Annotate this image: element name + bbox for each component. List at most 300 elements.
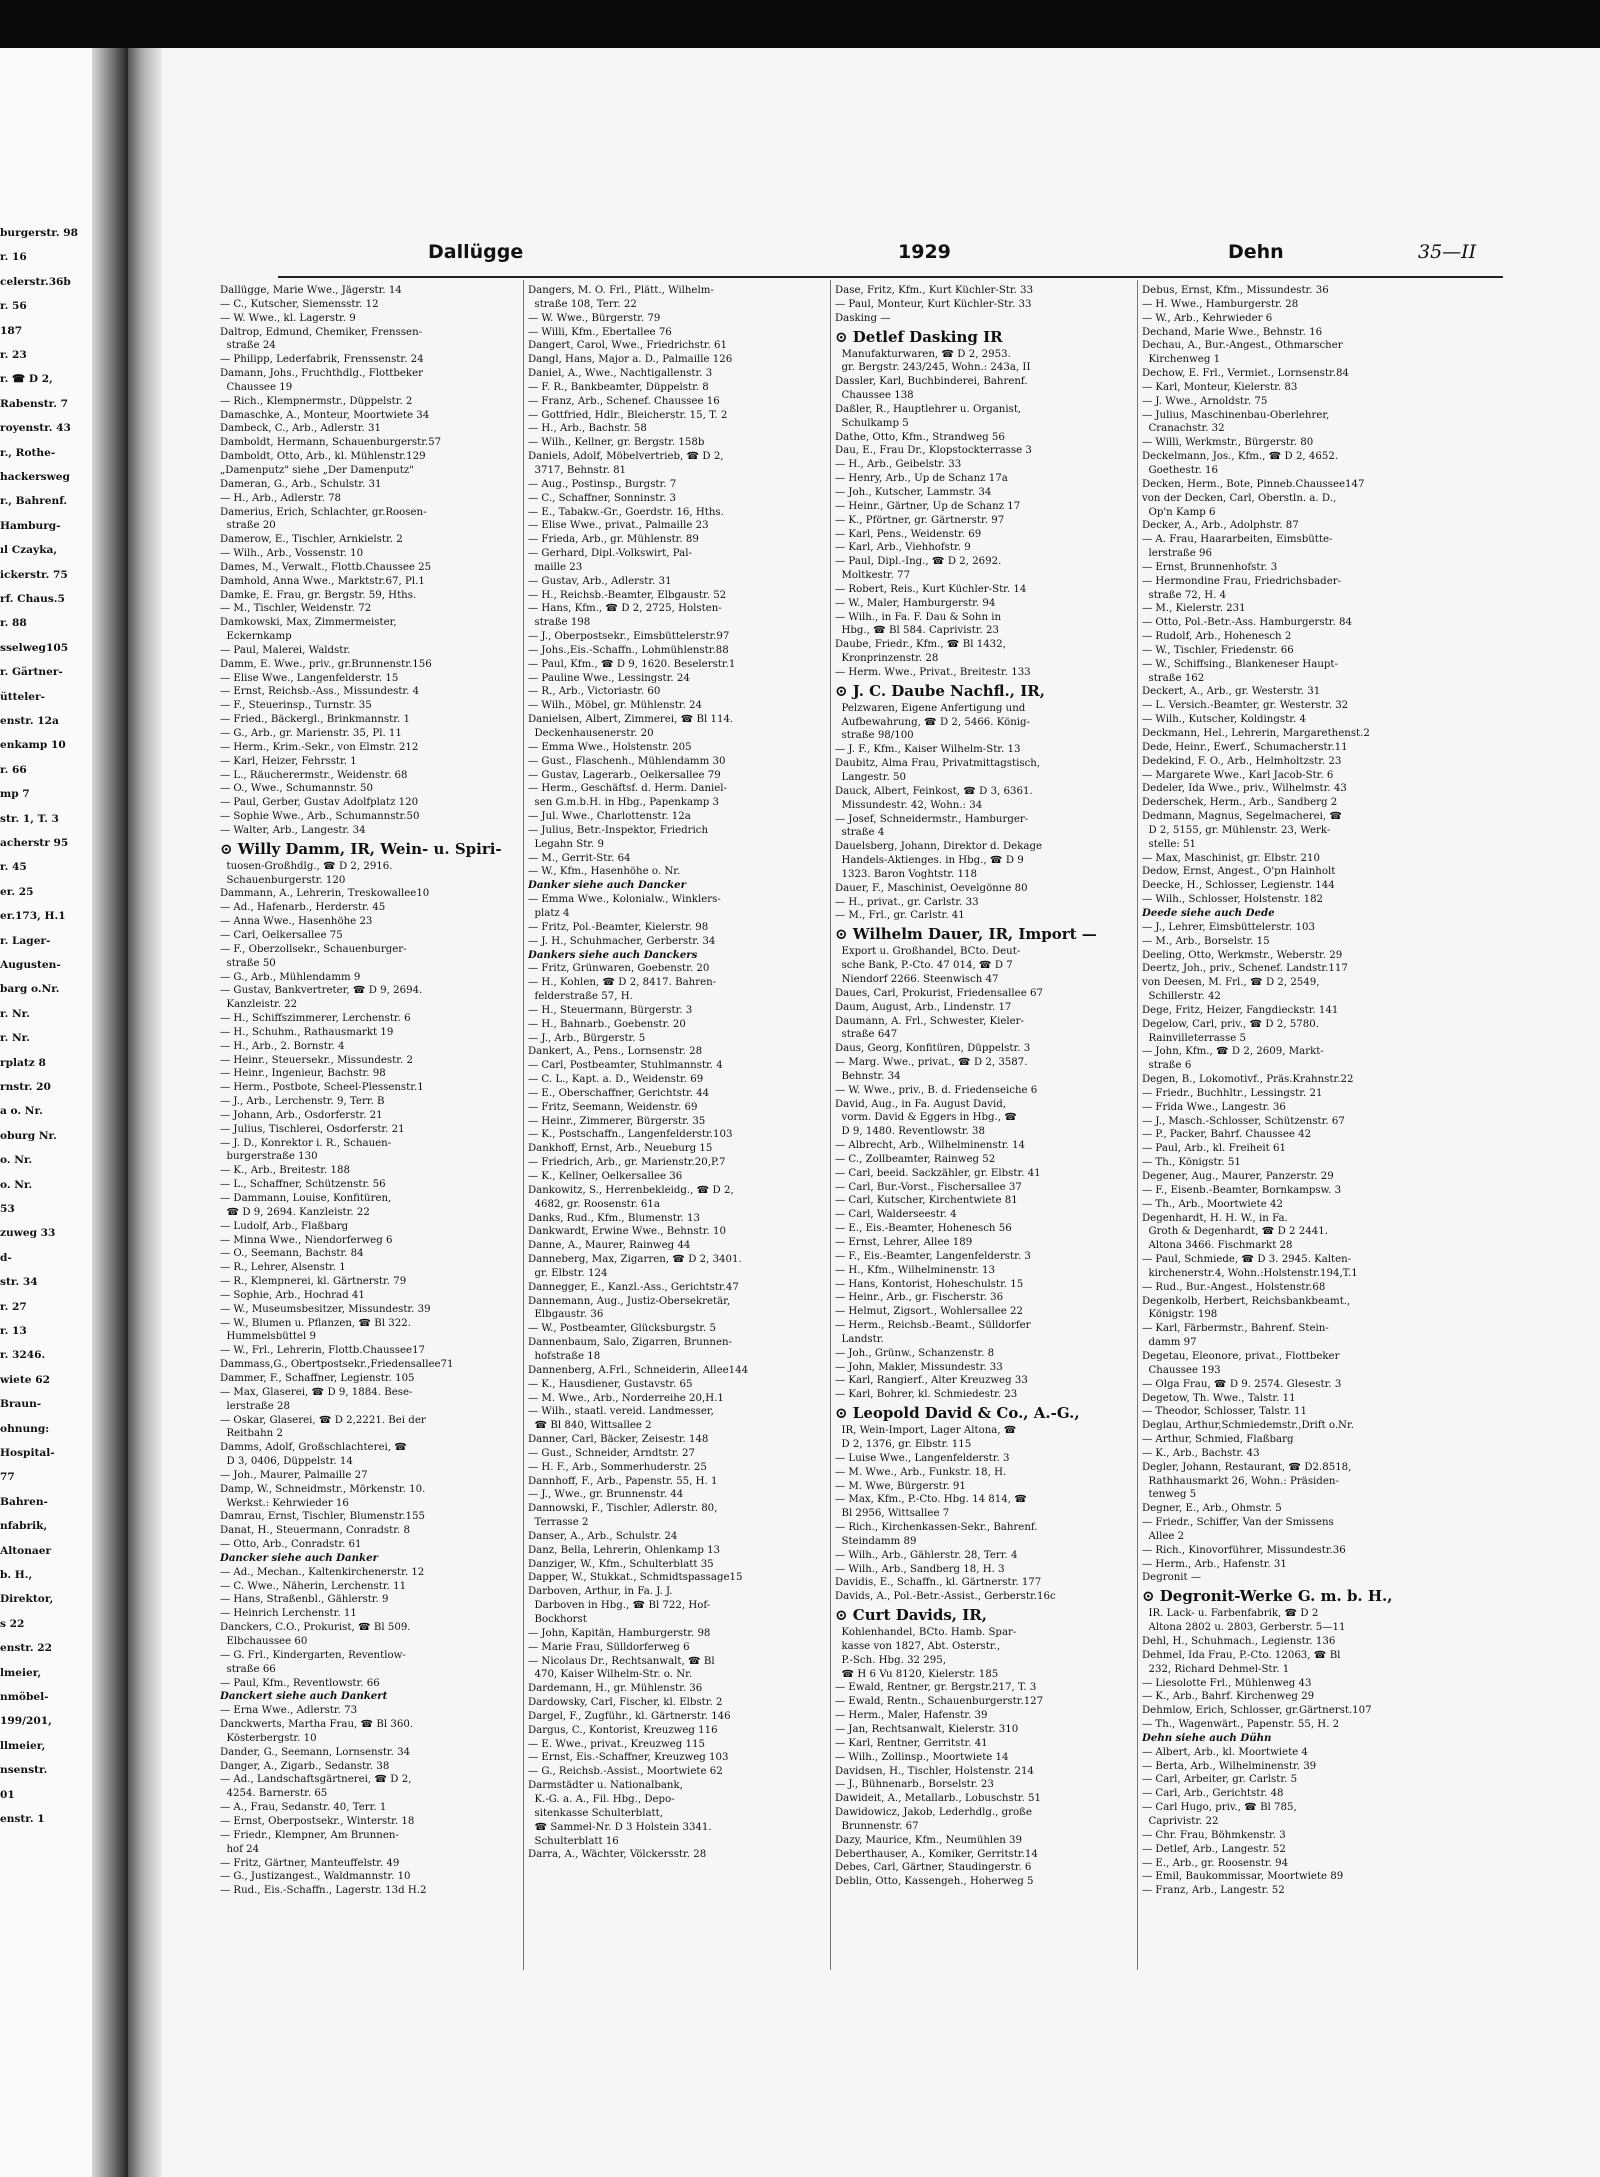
entry-sub: — Paul, Kfm., ☎ D 9, 1620. Beselerstr.1	[528, 658, 736, 670]
directory-entry: Dallügge, Marie Wwe., Jägerstr. 14	[220, 285, 402, 296]
facing-page-fragment: r. Gärtner-	[0, 666, 63, 679]
entry-sub: — Fritz, Gärtner, Manteuffelstr. 49	[220, 1857, 400, 1869]
entry-sub: — W., Arb., Kehrwieder 6	[1142, 312, 1273, 324]
entry-sub: — Pauline Wwe., Lessingstr. 24	[528, 672, 690, 684]
entry-continuation: Chaussee 138	[835, 390, 914, 402]
facing-page-fragment: er.173, H.1	[0, 910, 66, 923]
entry-sub: — Wilh., Möbel, gr. Mühlenstr. 24	[528, 700, 703, 712]
entry-sub: — K., Arb., Bachstr. 43	[1142, 1447, 1260, 1459]
facing-page-fragment: o. Nr.	[0, 1178, 33, 1191]
directory-entry: Degen, B., Lokomotivf., Präs.Krahnstr.22	[1142, 1074, 1354, 1086]
directory-entry: Daltrop, Edmund, Chemiker, Frenssen-	[220, 326, 423, 338]
entry-continuation: Allee 2	[1142, 1530, 1185, 1542]
entry-continuation: 4254. Barnerstr. 65	[220, 1788, 328, 1800]
directory-entry: Deeling, Otto, Werkmstr., Weberstr. 29	[1142, 949, 1343, 961]
entry-continuation: tuosen-Großhdlg., ☎ D 2, 2916.	[220, 860, 393, 872]
directory-entry: Dehmlow, Erich, Schlosser, gr.Gärtnerst.107	[1142, 1705, 1372, 1717]
entry-sub: — Sophie Wwe., Arb., Schumannstr.50	[220, 811, 420, 823]
entry-continuation: 4682, gr. Roosenstr. 61a	[528, 1198, 660, 1210]
directory-entry: Dannemann, Aug., Justiz-Obersekretär,	[528, 1295, 731, 1307]
entry-sub: — H., Bahnarb., Goebenstr. 20	[528, 1018, 686, 1030]
facing-page-fragment: a o. Nr.	[0, 1105, 43, 1118]
entry-sub: — Joh., Kutscher, Lammstr. 34	[835, 486, 992, 498]
entry-sub: — Herm. Wwe., Privat., Breitestr. 133	[835, 666, 1031, 678]
directory-entry: Degenhardt, H. H. W., in Fa.	[1142, 1212, 1288, 1224]
facing-page-fragment: royenstr. 43	[0, 422, 71, 435]
directory-entry: Dames, M., Verwalt., Flottb.Chaussee 25	[220, 561, 432, 573]
entry-continuation: Chaussee 19	[220, 381, 293, 393]
entry-sub: — Heinr., Ingenieur, Bachstr. 98	[220, 1068, 386, 1080]
entry-continuation: damm 97	[1142, 1337, 1197, 1349]
entry-continuation: ☎ Bl 840, Wittsallee 2	[528, 1420, 652, 1432]
facing-page-fragment: hackersweg	[0, 471, 70, 483]
entry-continuation: straße 108, Terr. 22	[528, 298, 637, 310]
entry-sub: — K., Arb., Breitestr. 188	[220, 1165, 350, 1177]
entry-sub: — Marie Frau, Sülldorferweg 6	[528, 1641, 690, 1653]
facing-page-fragment: sselweg105	[0, 641, 69, 654]
entry-sub: — Paul, Gerber, Gustav Adolfplatz 120	[220, 797, 419, 809]
entry-sub: — Ernst, Lehrer, Allee 189	[835, 1237, 973, 1248]
entry-sub: — J., Masch.-Schlosser, Schützenstr. 67	[1142, 1115, 1345, 1127]
facing-page-fragment: burgerstr. 98	[0, 227, 79, 239]
directory-entry: Damm, E. Wwe., priv., gr.Brunnenstr.156	[220, 658, 432, 670]
entry-sub: — H., Kohlen, ☎ D 2, 8417. Bahren-	[528, 977, 717, 989]
entry-sub: — Max, Kfm., P.-Cto. Hbg. 14 814, ☎	[835, 1494, 1027, 1506]
entry-sub: — M. Wwe, Bürgerstr. 91	[835, 1480, 966, 1492]
entry-sub: — Carl, Arb., Gerichtstr. 48	[1142, 1788, 1284, 1800]
directory-entry: Dedmann, Magnus, Segelmacherei, ☎	[1142, 811, 1343, 823]
directory-entry: Damrau, Ernst, Tischler, Blumenstr.155	[220, 1511, 425, 1523]
entry-sub: — Rud., Eis.-Schaffn., Lagerstr. 13d H.2	[220, 1885, 427, 1897]
directory-entry: Daßler, R., Hauptlehrer u. Organist,	[835, 403, 1022, 415]
entry-sub: — G. Frl., Kindergarten, Reventlow-	[220, 1649, 406, 1661]
directory-entry: Dau, E., Frau Dr., Klopstockterrasse 3	[835, 445, 1032, 457]
entry-sub: — K., Arb., Bahrf. Kirchenweg 29	[1142, 1691, 1315, 1703]
featured-entry: ⊙ Detlef Dasking IR	[835, 327, 1003, 346]
entry-sub: — Gustav, Arb., Adlerstr. 31	[528, 575, 672, 587]
facing-page-fragment: enstr. 1	[0, 1813, 45, 1825]
entry-sub: — Rich., Klempnermstr., Düppelstr. 2	[220, 395, 413, 407]
directory-entry: Debes, Carl, Gärtner, Staudingerstr. 6	[835, 1862, 1032, 1874]
facing-page-fragment: nmöbel-	[0, 1691, 49, 1703]
entry-sub: — Karl, Rangierf., Alter Kreuzweg 33	[835, 1375, 1028, 1387]
directory-entry: Dehmel, Ida Frau, P.-Cto. 12063, ☎ Bl	[1142, 1649, 1341, 1661]
entry-sub: — Carl, Postbeamter, Stuhlmannstr. 4	[528, 1060, 723, 1072]
entry-sub: — O., Wwe., Schumannstr. 50	[220, 783, 374, 795]
directory-entry: Dawidowicz, Jakob, Lederhdlg., große	[835, 1807, 1033, 1819]
entry-continuation: Missundestr. 42, Wohn.: 34	[835, 799, 983, 811]
facing-page-fragment: r. 88	[0, 617, 27, 630]
entry-sub: — W. Wwe., Bürgerstr. 79	[528, 312, 661, 324]
entry-continuation: sitenkasse Schulterblatt,	[528, 1807, 663, 1819]
entry-sub: — Chr. Frau, Böhmkenstr. 3	[1142, 1829, 1286, 1841]
entry-sub: — R., Klempnerei, kl. Gärtnerstr. 79	[220, 1276, 407, 1288]
entry-sub: — K., Kellner, Oelkersallee 36	[528, 1171, 683, 1182]
entry-sub: — Wilh., in Fa. F. Dau & Sohn in	[835, 611, 1002, 623]
entry-continuation: Goethestr. 16	[1142, 464, 1218, 476]
directory-entry: Davidis, E., Schaffn., kl. Gärtnerstr. 177	[835, 1577, 1042, 1589]
entry-continuation: Altona 3466. Fischmarkt 28	[1142, 1240, 1293, 1252]
column-divider	[1137, 280, 1138, 1970]
entry-continuation: Export u. Großhandel, BCto. Deut-	[835, 946, 1021, 958]
entry-continuation: straße 162	[1142, 672, 1205, 684]
directory-entry: Dazy, Maurice, Kfm., Neumühlen 39	[835, 1834, 1022, 1846]
entry-continuation: straße 98/100	[835, 730, 914, 742]
entry-continuation: Bl 2956, Wittsallee 7	[835, 1508, 950, 1520]
entry-sub: — A., Frau, Sedanstr. 40, Terr. 1	[220, 1802, 387, 1814]
entry-sub: — C., Schaffner, Sonninstr. 3	[528, 492, 677, 504]
directory-entry: Danneberg, Max, Zigarren, ☎ D 2, 3401.	[528, 1254, 742, 1266]
entry-sub: — Heinr., Gärtner, Up de Schanz 17	[835, 500, 1021, 512]
directory-entry: Damann, Johs., Fruchthdlg., Flottbeker	[220, 368, 424, 380]
entry-sub: — Karl, Rentner, Gerritstr. 41	[835, 1737, 988, 1749]
directory-entry: Damkowski, Max, Zimmermeister,	[220, 617, 397, 629]
entry-sub: — A. Frau, Haararbeiten, Eimsbütte-	[1142, 534, 1333, 546]
entry-sub: — Theodor, Schlosser, Talstr. 11	[1142, 1406, 1308, 1418]
directory-entry: Dauelsberg, Johann, Direktor d. Dekage	[835, 841, 1043, 853]
featured-entry: ⊙ J. C. Daube Nachfl., IR,	[835, 681, 1045, 700]
entry-sub: — Emma Wwe., Holstenstr. 205	[528, 741, 692, 753]
entry-sub: — W., Postbeamter, Glücksburgstr. 5	[528, 1323, 716, 1335]
directory-entry: Damp, W., Schneidmstr., Mörkenstr. 10.	[220, 1483, 426, 1495]
entry-continuation: Hbg., ☎ Bl 584. Caprivistr. 23	[835, 625, 999, 637]
facing-page-fragment: r. 66	[0, 763, 27, 776]
directory-entry: Dederschek, Herm., Arb., Sandberg 2	[1142, 797, 1338, 809]
entry-sub: — Julius, Maschinenbau-Oberlehrer,	[1142, 409, 1330, 421]
entry-sub: — Rudolf, Arb., Hohenesch 2	[1142, 631, 1292, 643]
entry-sub: — Arthur, Schmied, Flaßbarg	[1142, 1434, 1294, 1446]
facing-page-fragment: 187	[0, 324, 23, 337]
entry-sub: — Wilh., Arb., Vossenstr. 10	[220, 548, 364, 560]
entry-sub: — Fried., Bäckergl., Brinkmannstr. 1	[220, 714, 410, 726]
entry-sub: — Hans, Kfm., ☎ D 2, 2725, Holsten-	[528, 603, 722, 615]
entry-sub: — Th., Königstr. 51	[1142, 1157, 1241, 1169]
entry-sub: — Robert, Reis., Kurt Küchler-Str. 14	[835, 583, 1027, 595]
entry-continuation: Pelzwaren, Eigene Anfertigung und	[835, 702, 1026, 714]
column-1	[220, 284, 520, 1898]
entry-continuation: Behnstr. 34	[835, 1070, 901, 1082]
entry-sub: — Friedr., Buchhltr., Lessingstr. 21	[1142, 1087, 1323, 1099]
entry-sub: — Herm., Krim.-Sekr., von Elmstr. 212	[220, 741, 419, 753]
directory-entry: Degelow, Carl, priv., ☎ D 2, 5780.	[1142, 1018, 1319, 1030]
directory-entry: Davidsen, H., Tischler, Holstenstr. 214	[835, 1765, 1034, 1777]
featured-entry: ⊙ Wilhelm Dauer, IR, Import —	[835, 925, 1097, 944]
featured-entry: ⊙ Leopold David & Co., A.-G.,	[835, 1404, 1080, 1423]
directory-entry: Damboldt, Otto, Arb., kl. Mühlenstr.129	[220, 451, 426, 463]
entry-sub: — Wilh., Zollinsp., Moortwiete 14	[835, 1751, 1009, 1763]
facing-page-fragment: r. 3246.	[0, 1349, 46, 1362]
column-4	[1142, 284, 1442, 1898]
directory-entry: Danks, Rud., Kfm., Blumenstr. 13	[528, 1212, 700, 1224]
directory-entry: Damke, E. Frau, gr. Bergstr. 59, Hths.	[220, 589, 417, 601]
entry-continuation: Königstr. 198	[1142, 1309, 1218, 1321]
entry-sub: — Luise Wwe., Langenfelderstr. 3	[835, 1452, 1010, 1464]
directory-entry: Deede siehe auch Dede	[1142, 906, 1275, 919]
entry-sub: — Franz, Arb., Schenef. Chaussee 16	[528, 395, 720, 407]
entry-sub: — M., Arb., Borselstr. 15	[1142, 935, 1270, 947]
entry-sub: — Wilh., Arb., Sandberg 18, H. 3	[835, 1563, 1005, 1575]
entry-sub: — Jan, Rechtsanwalt, Kielerstr. 310	[835, 1724, 1019, 1735]
directory-entry: Dardemann, H., gr. Mühlenstr. 36	[528, 1683, 703, 1695]
entry-continuation: lerstraße 96	[1142, 548, 1212, 560]
facing-page-fragment: 199/201,	[0, 1715, 52, 1728]
entry-continuation: straße 647	[835, 1029, 898, 1041]
entry-sub: — W., Blumen u. Pflanzen, ☎ Bl 322.	[220, 1317, 411, 1329]
entry-sub: — Carl, Arbeiter, gr. Carlstr. 5	[1142, 1774, 1298, 1786]
directory-entry: Damboldt, Hermann, Schauenburgerstr.57	[220, 437, 442, 449]
entry-continuation: Niendorf 2266. Steenwisch 47	[835, 973, 999, 985]
directory-entry: Danat, H., Steuermann, Conradstr. 8	[220, 1525, 410, 1537]
page-fold-shadow	[92, 48, 128, 2177]
facing-page-fragment: r. Nr.	[0, 1032, 30, 1045]
entry-sub: — Hans, Kontorist, Hoheschulstr. 15	[835, 1278, 1024, 1290]
entry-sub: — Otto, Arb., Conradstr. 61	[220, 1539, 362, 1551]
entry-sub: — Franz, Arb., Langestr. 52	[1142, 1885, 1285, 1897]
directory-entry: Dannhoff, F., Arb., Papenstr. 55, H. 1	[528, 1475, 718, 1487]
directory-entry: Dammer, F., Schaffner, Legienstr. 105	[220, 1372, 415, 1384]
directory-entry: Danger, A., Zigarb., Sedanstr. 38	[220, 1760, 390, 1772]
entry-sub: — Herm., Geschäftsf. d. Herm. Daniel-	[528, 783, 728, 795]
directory-entry: Debus, Ernst, Kfm., Missundestr. 36	[1142, 285, 1329, 296]
directory-entry: Darboven, Arthur, in Fa. J. J.	[528, 1586, 673, 1598]
directory-entry: Daues, Carl, Prokurist, Friedensallee 67	[835, 987, 1043, 999]
entry-sub: — M., Tischler, Weidenstr. 72	[220, 603, 372, 615]
facing-page-fragment: enstr. 22	[0, 1642, 53, 1655]
entry-sub: — F., Eis.-Beamter, Langenfelderstr. 3	[835, 1250, 1031, 1262]
directory-entry: Danckers, C.O., Prokurist, ☎ Bl 509.	[220, 1622, 411, 1634]
entry-sub: — Paul, Monteur, Kurt Küchler-Str. 33	[835, 298, 1032, 310]
entry-sub: — J., Wwe., gr. Brunnenstr. 44	[528, 1489, 684, 1501]
entry-sub: — Anna Wwe., Hasenhöhe 23	[220, 916, 373, 928]
header-page-number: 35—II	[1418, 241, 1477, 263]
entry-sub: — W. Wwe., priv., B. d. Friedenseiche 6	[835, 1084, 1038, 1096]
facing-page-fragment: nfabrik,	[0, 1520, 48, 1533]
entry-sub: — Wilh., Arb., Gählerstr. 28, Terr. 4	[835, 1549, 1018, 1561]
entry-sub: — H., Arb., Bachstr. 58	[528, 423, 647, 435]
entry-sub: — Philipp, Lederfabrik, Frenssenstr. 24	[220, 354, 424, 366]
directory-entry: Deertz, Joh., priv., Schenef. Landstr.117	[1142, 963, 1348, 975]
entry-continuation: straße 6	[1142, 1060, 1192, 1072]
directory-entry: Damaschke, A., Monteur, Moortwiete 34	[220, 409, 430, 421]
entry-continuation: platz 4	[528, 907, 570, 919]
facing-page-fragment: ütteler-	[0, 690, 45, 703]
entry-sub: — Olga Frau, ☎ D 9. 2574. Glesestr. 3	[1142, 1378, 1342, 1390]
entry-sub: — John, Makler, Missundestr. 33	[835, 1361, 1003, 1373]
facing-page-fragment: rplatz 8	[0, 1056, 46, 1069]
directory-entry: Dankert, A., Pens., Lornsenstr. 28	[528, 1046, 703, 1058]
directory-entry: Danielsen, Albert, Zimmerei, ☎ Bl 114.	[528, 714, 734, 726]
column-3	[835, 284, 1135, 1889]
entry-sub: — C. L., Kapt. a. D., Weidenstr. 69	[528, 1074, 704, 1086]
facing-page-fragment: mp 7	[0, 788, 30, 801]
entry-sub: — Walter, Arb., Langestr. 34	[220, 824, 366, 836]
entry-sub: — Ewald, Rentn., Schauenburgerstr.127	[835, 1696, 1044, 1708]
featured-entry: ⊙ Curt Davids, IR,	[835, 1606, 987, 1625]
directory-entry: Degronit —	[1142, 1572, 1202, 1584]
entry-sub: — Elise Wwe., Langenfelderstr. 15	[220, 672, 399, 684]
entry-continuation: straße 50	[220, 957, 276, 969]
entry-continuation: Langestr. 50	[835, 772, 906, 783]
entry-sub: — Helmut, Zigsort., Wohlersallee 22	[835, 1306, 1023, 1318]
entry-continuation: D 2, 5155, gr. Mühlenstr. 23, Werk-	[1142, 824, 1331, 836]
entry-sub: — Erna Wwe., Adlerstr. 73	[220, 1705, 358, 1717]
facing-page-fragment: llmeier,	[0, 1739, 46, 1752]
entry-sub: — Fritz, Pol.-Beamter, Kielerstr. 98	[528, 921, 709, 933]
entry-sub: — Paul, Dipl.-Ing., ☎ D 2, 2692.	[835, 556, 1002, 568]
directory-entry: Dankowitz, S., Herrenbekleidg., ☎ D 2,	[528, 1184, 734, 1196]
entry-continuation: Handels-Aktienges. in Hbg., ☎ D 9	[835, 855, 1024, 867]
directory-entry: Dauck, Albert, Feinkost, ☎ D 3, 6361.	[835, 785, 1033, 797]
entry-sub: — W., Tischler, Friedenstr. 66	[1142, 644, 1294, 656]
facing-page-fragment: 77	[0, 1471, 15, 1484]
entry-sub: — Albrecht, Arb., Wilhelminenstr. 14	[835, 1140, 1025, 1152]
entry-continuation: Elbgaustr. 36	[528, 1309, 604, 1321]
directory-entry: Dege, Fritz, Heizer, Fangdieckstr. 141	[1142, 1004, 1339, 1016]
facing-page-fragment: celerstr.36b	[0, 275, 71, 288]
entry-sub: — Max, Glaserei, ☎ D 9, 1884. Bese-	[220, 1386, 413, 1398]
directory-entry: Dankers siehe auch Danckers	[528, 948, 698, 961]
entry-sub: — Gerhard, Dipl.-Volkswirt, Pal-	[528, 548, 692, 560]
facing-page-fragment: Rabenstr. 7	[0, 397, 68, 410]
entry-continuation: straße 4	[835, 827, 885, 839]
entry-continuation: Kohlenhandel, BCto. Hamb. Spar-	[835, 1627, 1017, 1639]
entry-sub: — Ludolf, Arb., Flaßbarg	[220, 1220, 349, 1232]
directory-entry: Dammann, A., Lehrerin, Treskowallee10	[220, 888, 430, 900]
entry-continuation: Rainvilleterrasse 5	[1142, 1032, 1246, 1044]
entry-sub: — Ernst, Oberpostsekr., Winterstr. 18	[220, 1815, 415, 1827]
entry-sub: — M., Kielerstr. 231	[1142, 603, 1246, 615]
entry-sub: — L., Räucherermstr., Weidenstr. 68	[220, 769, 408, 781]
directory-entry: Daus, Georg, Konfitüren, Düppelstr. 3	[835, 1043, 1031, 1055]
entry-sub: — Karl, Bohrer, kl. Schmiedestr. 23	[835, 1389, 1018, 1401]
directory-entry: Damerius, Erich, Schlachter, gr.Roosen-	[220, 506, 427, 518]
entry-sub: — J. Wwe., Arnoldstr. 75	[1142, 395, 1268, 407]
entry-sub: — Julius, Tischlerei, Osdorferstr. 21	[220, 1123, 405, 1135]
facing-page-fragment: er. 25	[0, 885, 34, 898]
featured-entry: ⊙ Willy Damm, IR, Wein- u. Spiri-	[220, 839, 502, 858]
directory-entry: Deberthauser, A., Komiker, Gerritstr.14	[835, 1848, 1038, 1860]
entry-sub: — Willi, Kfm., Ebertallee 76	[528, 326, 672, 338]
entry-continuation: Schulkamp 5	[835, 417, 909, 429]
entry-sub: — J., Oberpostsekr., Eimsbüttelerstr.97	[528, 631, 730, 643]
entry-continuation: Elbchaussee 60	[220, 1636, 308, 1647]
entry-sub: — J., Arb., Lerchenstr. 9, Terr. B	[220, 1096, 385, 1108]
directory-entry: Dargel, F., Zugführ., kl. Gärtnerstr. 146	[528, 1710, 731, 1722]
featured-entry: ⊙ Degronit-Werke G. m. b. H.,	[1142, 1587, 1393, 1606]
directory-entry: Danziger, W., Kfm., Schulterblatt 35	[528, 1558, 714, 1570]
directory-entry: Degner, E., Arb., Ohmstr. 5	[1142, 1503, 1282, 1515]
entry-continuation: Eckernkamp	[220, 631, 292, 643]
entry-sub: — M., Frl., gr. Carlstr. 41	[835, 910, 965, 922]
entry-sub: — C., Zollbeamter, Rainweg 52	[835, 1153, 996, 1165]
entry-sub: — E., Eis.-Beamter, Hohenesch 56	[835, 1223, 1012, 1235]
facing-page-fragment: zuweg 33	[0, 1227, 56, 1240]
facing-page-fragment: r. Lager-	[0, 934, 51, 947]
facing-page-fragment: b. H.,	[0, 1569, 33, 1581]
directory-entry: Daubitz, Alma Frau, Privatmittagstisch,	[835, 758, 1041, 770]
entry-continuation: P.-Sch. Hbg. 32 295,	[835, 1654, 946, 1666]
entry-continuation: Op'n Kamp 6	[1142, 506, 1216, 518]
directory-entry: Dechau, A., Bur.-Angest., Othmarscher	[1142, 340, 1343, 352]
entry-sub: — Karl, Heizer, Fehrsstr. 1	[220, 755, 357, 767]
entry-sub: — Emil, Baukommissar, Moortwiete 89	[1142, 1871, 1344, 1883]
entry-sub: — Willi, Werkmstr., Bürgerstr. 80	[1142, 437, 1314, 449]
entry-sub: — R., Lehrer, Alsenstr. 1	[220, 1262, 346, 1274]
entry-continuation: Aufbewahrung, ☎ D 2, 5466. König-	[835, 716, 1031, 728]
facing-page-fragment: s 22	[0, 1617, 25, 1630]
directory-entry: Deecke, H., Schlosser, Legienstr. 144	[1142, 880, 1335, 892]
directory-entry: Dawideit, A., Metallarb., Lobuschstr. 51	[835, 1793, 1041, 1805]
entry-continuation: IR, Wein-Import, Lager Altona, ☎	[835, 1425, 1017, 1437]
directory-entry: Dameran, G., Arb., Schulstr. 31	[220, 478, 382, 490]
entry-sub: — E., Arb., gr. Roosenstr. 94	[1142, 1857, 1289, 1869]
entry-sub: — H., Arb., Adlerstr. 78	[220, 492, 342, 504]
directory-entry: „Damenputz" siehe „Der Damenputz"	[220, 464, 414, 476]
entry-sub: — G., Arb., gr. Marienstr. 35, Pl. 11	[220, 728, 402, 739]
directory-entry: Damerow, E., Tischler, Arnkielstr. 2	[220, 534, 403, 546]
entry-sub: — G., Reichsb.-Assist., Moortwiete 62	[528, 1766, 723, 1778]
entry-sub: — Paul, Malerei, Waldstr.	[220, 644, 351, 656]
directory-entry: Danker siehe auch Dancker	[528, 879, 686, 892]
facing-page-fragment: str. 1, T. 3	[0, 812, 59, 825]
entry-sub: — Th., Wagenwärt., Papenstr. 55, H. 2	[1142, 1719, 1340, 1731]
entry-sub: — F., Eisenb.-Beamter, Bornkampsw. 3	[1142, 1184, 1342, 1196]
entry-continuation: tenweg 5	[1142, 1489, 1197, 1501]
entry-continuation: sen G.m.b.H. in Hbg., Papenkamp 3	[528, 797, 719, 809]
directory-entry: Daumann, A. Frl., Schwester, Kieler-	[835, 1015, 1024, 1027]
facing-page-fragment: 01	[0, 1788, 15, 1801]
entry-sub: — C. Wwe., Näherin, Lerchenstr. 11	[220, 1580, 407, 1592]
directory-entry: Danckwerts, Martha Frau, ☎ Bl 360.	[220, 1719, 414, 1731]
entry-sub: — H., Kfm., Wilhelminenstr. 13	[835, 1264, 996, 1276]
entry-sub: — Gust., Flaschenh., Mühlendamm 30	[528, 755, 726, 767]
facing-page-fragment: wiete 62	[0, 1373, 50, 1386]
entry-sub: — Gustav, Bankvertreter, ☎ D 9, 2694.	[220, 985, 423, 997]
directory-entry: Dase, Fritz, Kfm., Kurt Küchler-Str. 33	[835, 285, 1034, 296]
entry-sub: — F., Steuerinsp., Turnstr. 35	[220, 700, 372, 712]
facing-page-fragment: 53	[0, 1203, 15, 1215]
facing-page-fragment: r., Rothe-	[0, 446, 56, 459]
facing-page-fragment: rnstr. 20	[0, 1081, 51, 1093]
entry-sub: — Rich., Kinovorführer, Missundestr.36	[1142, 1544, 1346, 1556]
entry-sub: — Detlef, Arb., Langestr. 52	[1142, 1843, 1286, 1855]
directory-entry: Dechand, Marie Wwe., Behnstr. 16	[1142, 326, 1323, 338]
entry-sub: — Hermondine Frau, Friedrichsbader-	[1142, 575, 1342, 587]
entry-sub: — Wilh., Schlosser, Holstenstr. 182	[1142, 894, 1324, 906]
entry-sub: — H., Schiffszimmerer, Lerchenstr. 6	[220, 1013, 411, 1025]
facing-page-fragment: d-	[0, 1251, 12, 1264]
entry-continuation: straße 198	[528, 617, 591, 629]
facing-page-fragment: ıl Czayka,	[0, 544, 58, 557]
entry-sub: — W., Frl., Lehrerin, Flottb.Chaussee17	[220, 1345, 426, 1357]
entry-sub: — Ad., Hafenarb., Herderstr. 45	[220, 902, 386, 914]
entry-sub: — H. F., Arb., Sommerhuderstr. 25	[528, 1461, 707, 1473]
entry-sub: — W., Schiffsing., Blankeneser Haupt-	[1142, 658, 1338, 670]
directory-entry: Daube, Friedr., Kfm., ☎ Bl 1432,	[835, 639, 1006, 651]
entry-sub: — Gust., Schneider, Arndtstr. 27	[528, 1447, 695, 1459]
directory-entry: Deglau, Arthur,Schmiedemstr.,Drift o.Nr.	[1142, 1420, 1354, 1432]
directory-entry: Dangers, M. O. Frl., Plätt., Wilhelm-	[528, 285, 714, 296]
entry-sub: — G., Justizangest., Waldmannstr. 10	[220, 1871, 411, 1883]
entry-sub: — Emma Wwe., Kolonialw., Winklers-	[528, 894, 721, 906]
entry-sub: — Oskar, Glaserei, ☎ D 2,2221. Bei der	[220, 1414, 426, 1426]
entry-sub: — J. D., Konrektor i. R., Schauen-	[220, 1137, 392, 1149]
entry-sub: — M. Wwe., Arb., Norderreihe 20,H.1	[528, 1392, 724, 1404]
entry-continuation: kirchenerstr.4, Wohn.:Holstenstr.194,T.1	[1142, 1267, 1358, 1279]
entry-sub: — Wilh., Kutscher, Koldingstr. 4	[1142, 714, 1306, 726]
entry-sub: — Gottfried, Hdlr., Bleicherstr. 15, T. 2	[528, 409, 728, 421]
entry-sub: — Carl, Walderseestr. 4	[835, 1209, 957, 1221]
